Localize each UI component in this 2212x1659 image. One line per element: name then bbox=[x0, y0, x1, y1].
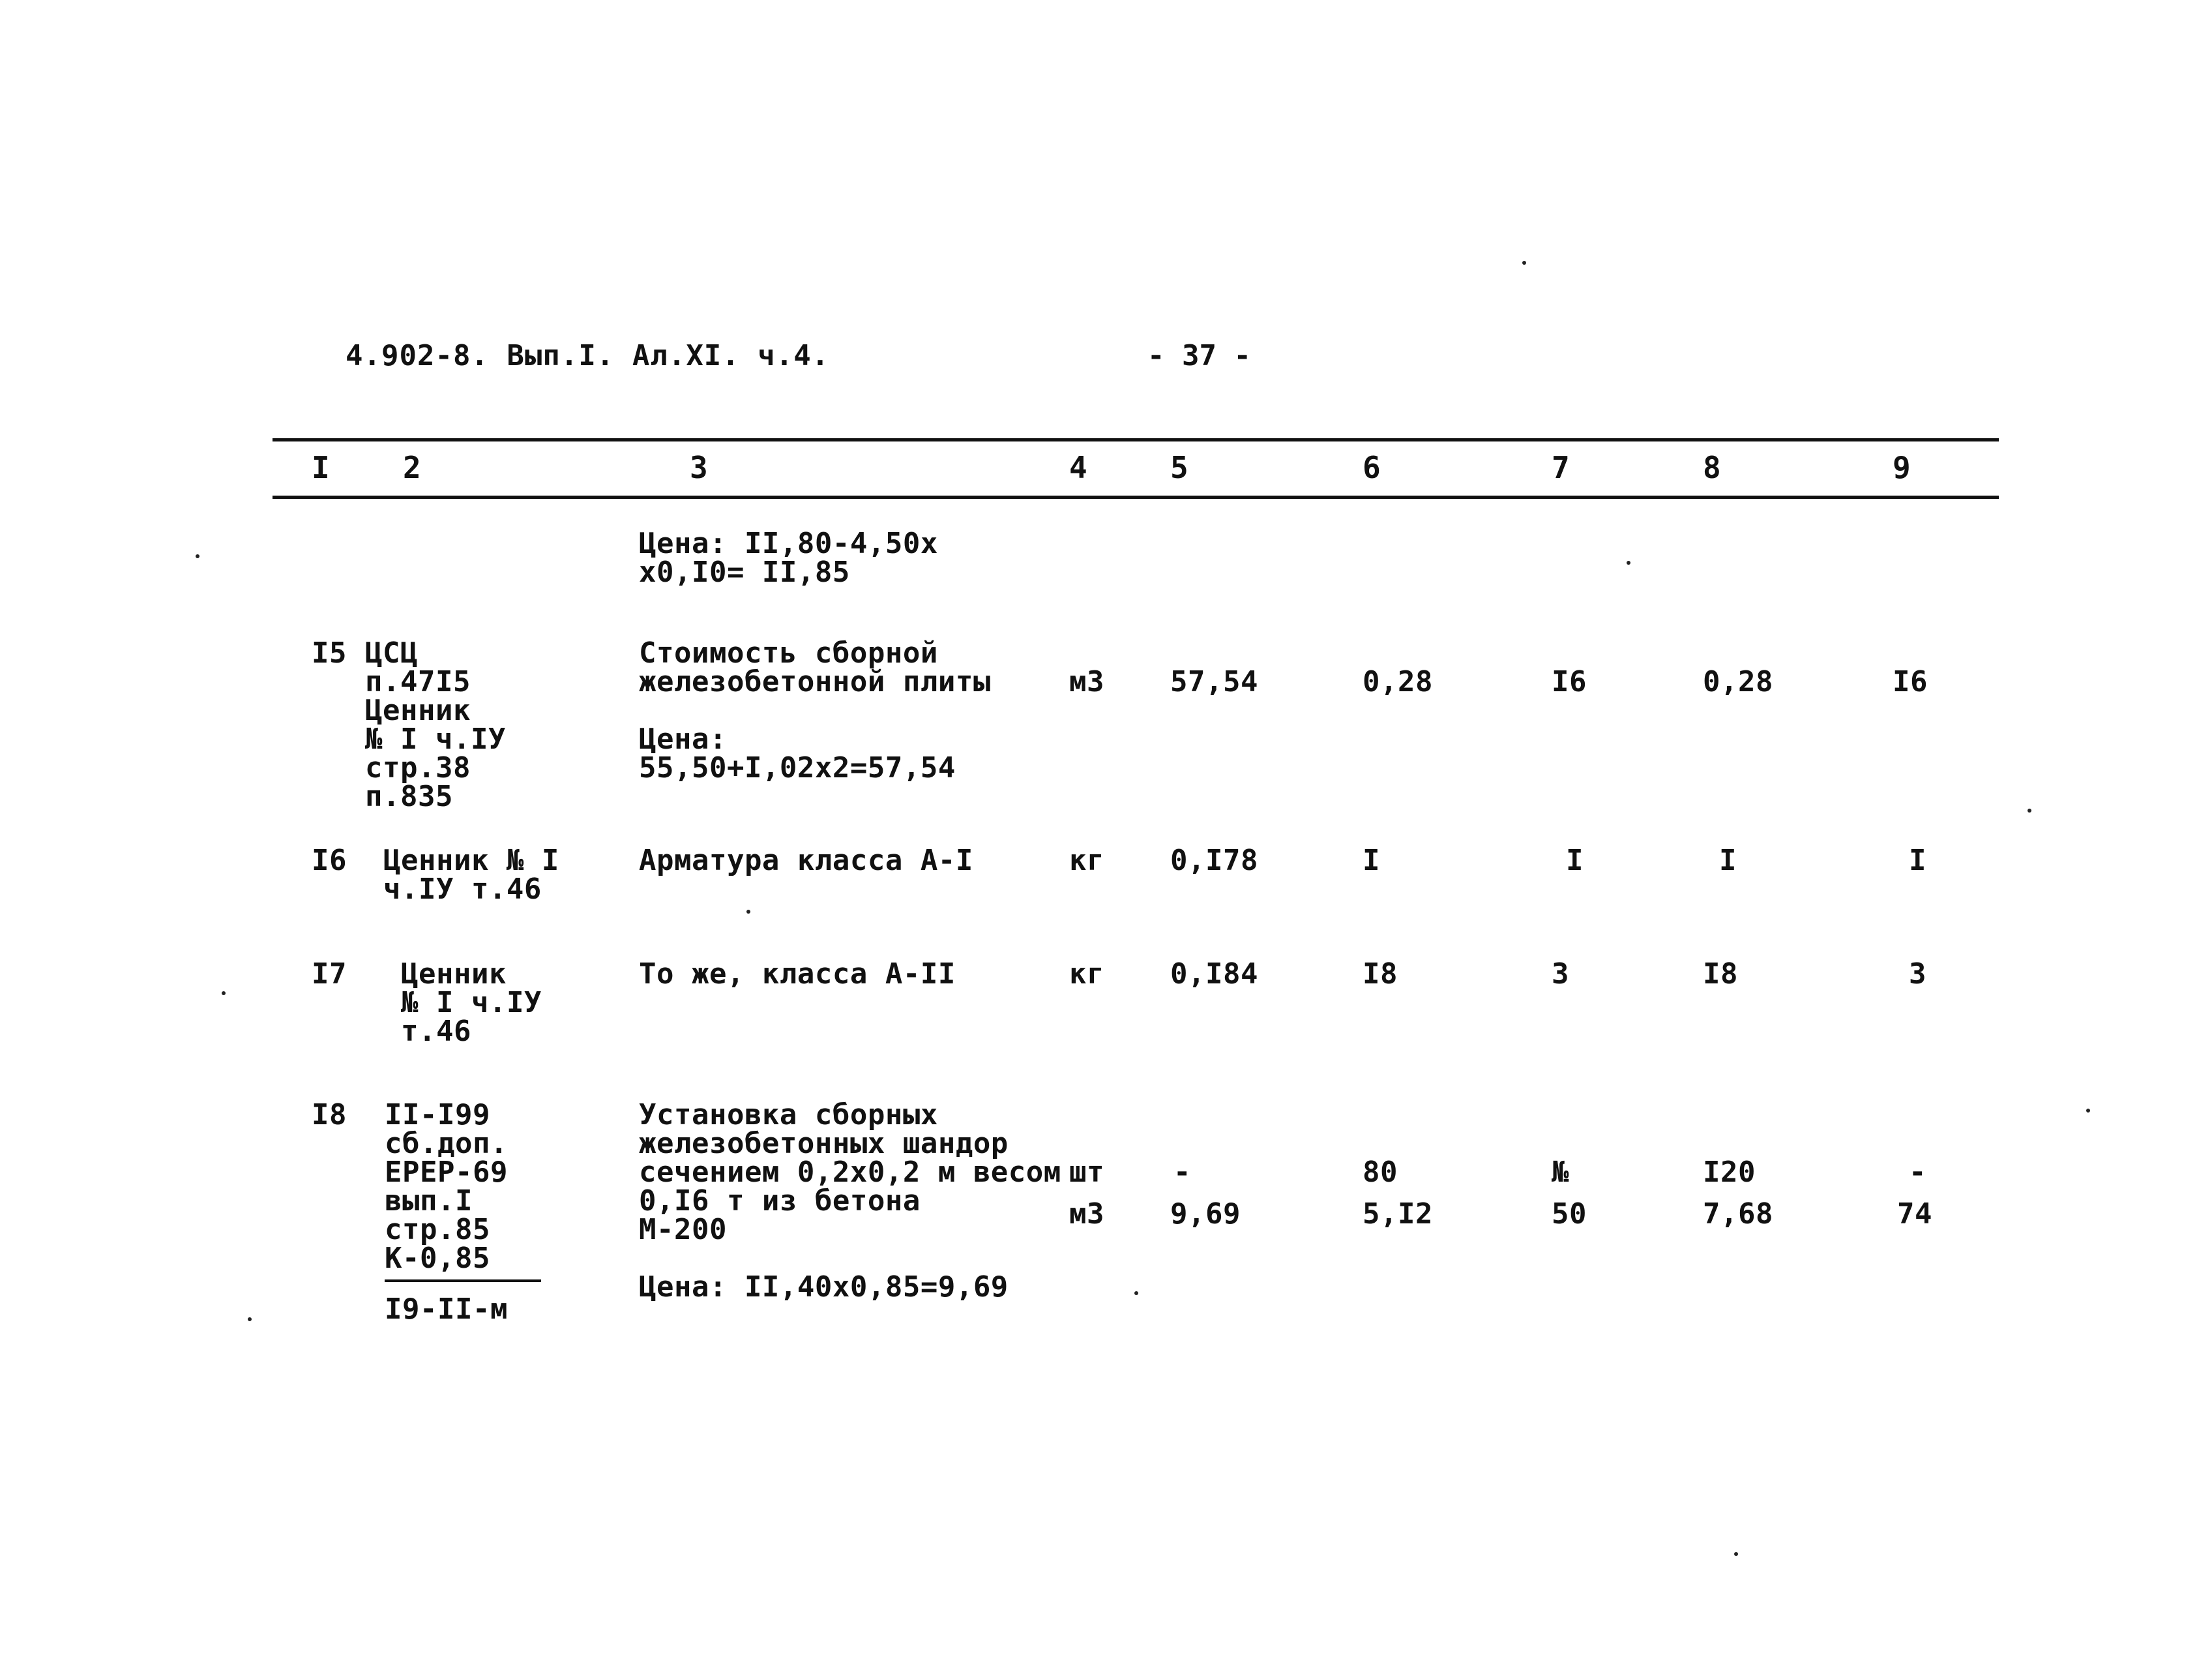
column-header-4: 4 bbox=[1069, 450, 1087, 485]
scan-speck bbox=[222, 991, 226, 995]
row-18-unit-b: м3 bbox=[1069, 1197, 1104, 1231]
row-15-col7: I6 bbox=[1552, 665, 1587, 698]
column-header-5: 5 bbox=[1170, 450, 1188, 485]
row-17-col6: I8 bbox=[1363, 957, 1398, 991]
row-16-col5: 0,I78 bbox=[1170, 844, 1258, 877]
row-15-unit: м3 bbox=[1069, 665, 1104, 698]
scan-speck bbox=[2086, 1109, 2090, 1113]
row-17-col5: 0,I84 bbox=[1170, 957, 1258, 991]
row-17-col9: 3 bbox=[1909, 957, 1926, 991]
table-header-rule bbox=[273, 496, 1999, 499]
row-16-description: Арматура класса А-I bbox=[639, 844, 973, 877]
row-15-col9: I6 bbox=[1893, 665, 1928, 698]
row-15-col8: 0,28 bbox=[1703, 665, 1773, 698]
row-18-col5-b: 9,69 bbox=[1170, 1197, 1241, 1231]
column-header-9: 9 bbox=[1893, 450, 1911, 485]
row-16-number: I6 bbox=[312, 844, 347, 877]
row-17-col8: I8 bbox=[1703, 957, 1738, 991]
row-18-col7-b: 50 bbox=[1552, 1197, 1587, 1231]
scan-speck bbox=[1522, 261, 1526, 265]
row-18-col6-a: 80 bbox=[1363, 1156, 1398, 1189]
column-header-7: 7 bbox=[1552, 450, 1570, 485]
row-16-reference: Ценник № I ч.IУ т.46 bbox=[383, 844, 559, 906]
row-15-reference: ЦСЦ п.47I5 Ценник № I ч.IУ стр.38 п.835 bbox=[365, 636, 506, 813]
row-18-unit-a: шт bbox=[1069, 1156, 1104, 1189]
row-16-col8: I bbox=[1719, 844, 1737, 877]
row-18-col9-b: 74 bbox=[1897, 1197, 1932, 1231]
row-15-number: I5 bbox=[312, 636, 347, 670]
row-16-col7: I bbox=[1566, 844, 1584, 877]
scan-speck bbox=[248, 1317, 252, 1321]
row-17-unit: кг bbox=[1069, 957, 1104, 991]
column-header-3: 3 bbox=[690, 450, 708, 485]
row-16-col6: I bbox=[1363, 844, 1380, 877]
row-15-col6: 0,28 bbox=[1363, 665, 1433, 698]
scan-speck bbox=[196, 554, 199, 558]
row-15-description: Стоимость сборной железобетонной плиты Цена: 55,50+I,02х2=57,54 bbox=[639, 636, 991, 785]
scan-speck bbox=[746, 910, 750, 914]
scan-speck bbox=[1134, 1291, 1138, 1295]
column-header-8: 8 bbox=[1703, 450, 1721, 485]
row-18-reference-footer: I9-II-м bbox=[385, 1293, 508, 1326]
reference-divider bbox=[385, 1279, 541, 1282]
row-18-col7-a: № bbox=[1552, 1156, 1569, 1189]
row-18-col8-a: I20 bbox=[1703, 1156, 1756, 1189]
column-header-6: 6 bbox=[1363, 450, 1381, 485]
row-0-description: Цена: II,80-4,50х х0,I0= II,85 bbox=[639, 527, 938, 589]
table-top-rule bbox=[273, 438, 1999, 441]
column-header-2: 2 bbox=[403, 450, 421, 485]
row-18-col9-a: - bbox=[1909, 1156, 1926, 1189]
row-18-description: Установка сборных железобетонных шандор сечением 0,2х0,2 м весом 0,I6 т из бетона М-200 Цена: II,40х0,85=9,69 bbox=[639, 1098, 1061, 1304]
row-16-unit: кг bbox=[1069, 844, 1104, 877]
row-18-col8-b: 7,68 bbox=[1703, 1197, 1773, 1231]
row-18-number: I8 bbox=[312, 1098, 347, 1131]
row-18-col6-b: 5,I2 bbox=[1363, 1197, 1433, 1231]
row-18-col5-a: - bbox=[1173, 1156, 1191, 1189]
row-17-number: I7 bbox=[312, 957, 347, 991]
row-17-col7: 3 bbox=[1552, 957, 1569, 991]
row-18-reference: II-I99 сб.доп. ЕРЕР-69 вып.I стр.85 К-0,85 bbox=[385, 1098, 508, 1275]
row-15-col5: 57,54 bbox=[1170, 665, 1258, 698]
scan-speck bbox=[2028, 809, 2031, 813]
row-17-reference: Ценник № I ч.IУ т.46 bbox=[401, 957, 542, 1048]
document-reference: 4.902-8. Вып.I. Ал.XI. ч.4. bbox=[346, 339, 830, 372]
row-17-description: То же, класса А-II bbox=[639, 957, 956, 991]
scan-speck bbox=[1734, 1552, 1738, 1556]
row-16-col9: I bbox=[1909, 844, 1926, 877]
scan-speck bbox=[1627, 561, 1630, 565]
column-header-1: I bbox=[312, 450, 330, 485]
page-number: - 37 - bbox=[1147, 339, 1251, 372]
